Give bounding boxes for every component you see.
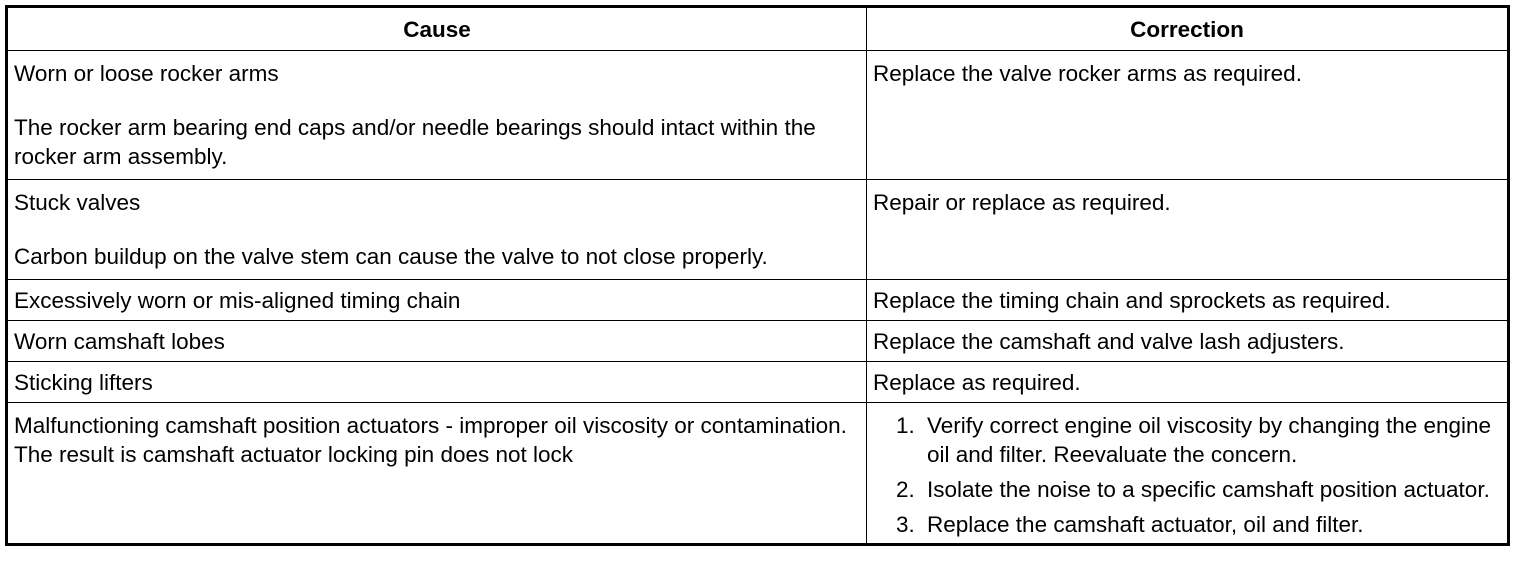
cause-cell <box>7 180 867 280</box>
cause-cell <box>7 51 867 180</box>
correction-step: 3. Replace the camshaft actuator, oil and filter. <box>921 510 1501 539</box>
cause-text: Worn camshaft lobes <box>14 329 225 354</box>
cause-text: Sticking lifters <box>14 370 153 395</box>
correction-cell <box>867 321 1509 362</box>
correction-text: Replace the timing chain and sprockets as required. <box>873 288 1391 313</box>
correction-text: Repair or replace as required. <box>873 190 1171 215</box>
cause-text: Malfunctioning camshaft position actuators - improper oil viscosity or contamination. The result is camshaft actuator locking pin does not lock <box>14 413 847 467</box>
correction-cell <box>867 403 1509 545</box>
correction-step: 1. Verify correct engine oil viscosity by changing the engine oil and filter. Reevaluate the concern. <box>921 411 1501 469</box>
table-row <box>7 321 1509 362</box>
cause-text: Stuck valves <box>14 190 141 215</box>
header-cause: Cause <box>7 7 867 51</box>
correction-cell <box>867 180 1509 280</box>
cause-cell <box>7 362 867 403</box>
cause-cell <box>7 280 867 321</box>
diagnosis-table-container <box>5 5 1507 546</box>
cause-text: Worn or loose rocker arms <box>14 61 279 86</box>
cause-text: Excessively worn or mis-aligned timing chain <box>14 288 461 313</box>
correction-cell <box>867 362 1509 403</box>
correction-cell <box>867 280 1509 321</box>
cause-cell <box>7 321 867 362</box>
table-row <box>7 280 1509 321</box>
cause-correction-table <box>5 5 1510 546</box>
table-row <box>7 51 1509 180</box>
correction-text: Replace as required. <box>873 370 1081 395</box>
cause-detail-text: The rocker arm bearing end caps and/or needle bearings should intact within the rocker arm assembly. <box>14 115 816 169</box>
correction-cell <box>867 51 1509 180</box>
table-row <box>7 180 1509 280</box>
correction-text: Replace the valve rocker arms as required. <box>873 61 1302 86</box>
correction-steps-list <box>873 411 1501 539</box>
header-correction: Correction <box>867 7 1509 51</box>
correction-text: Replace the camshaft and valve lash adjusters. <box>873 329 1345 354</box>
correction-step: 2. Isolate the noise to a specific camshaft position actuator. <box>921 475 1501 504</box>
table-header-row <box>7 7 1509 51</box>
table-row <box>7 403 1509 545</box>
cause-cell <box>7 403 867 545</box>
table-row <box>7 362 1509 403</box>
cause-detail-text: Carbon buildup on the valve stem can cause the valve to not close properly. <box>14 244 768 269</box>
